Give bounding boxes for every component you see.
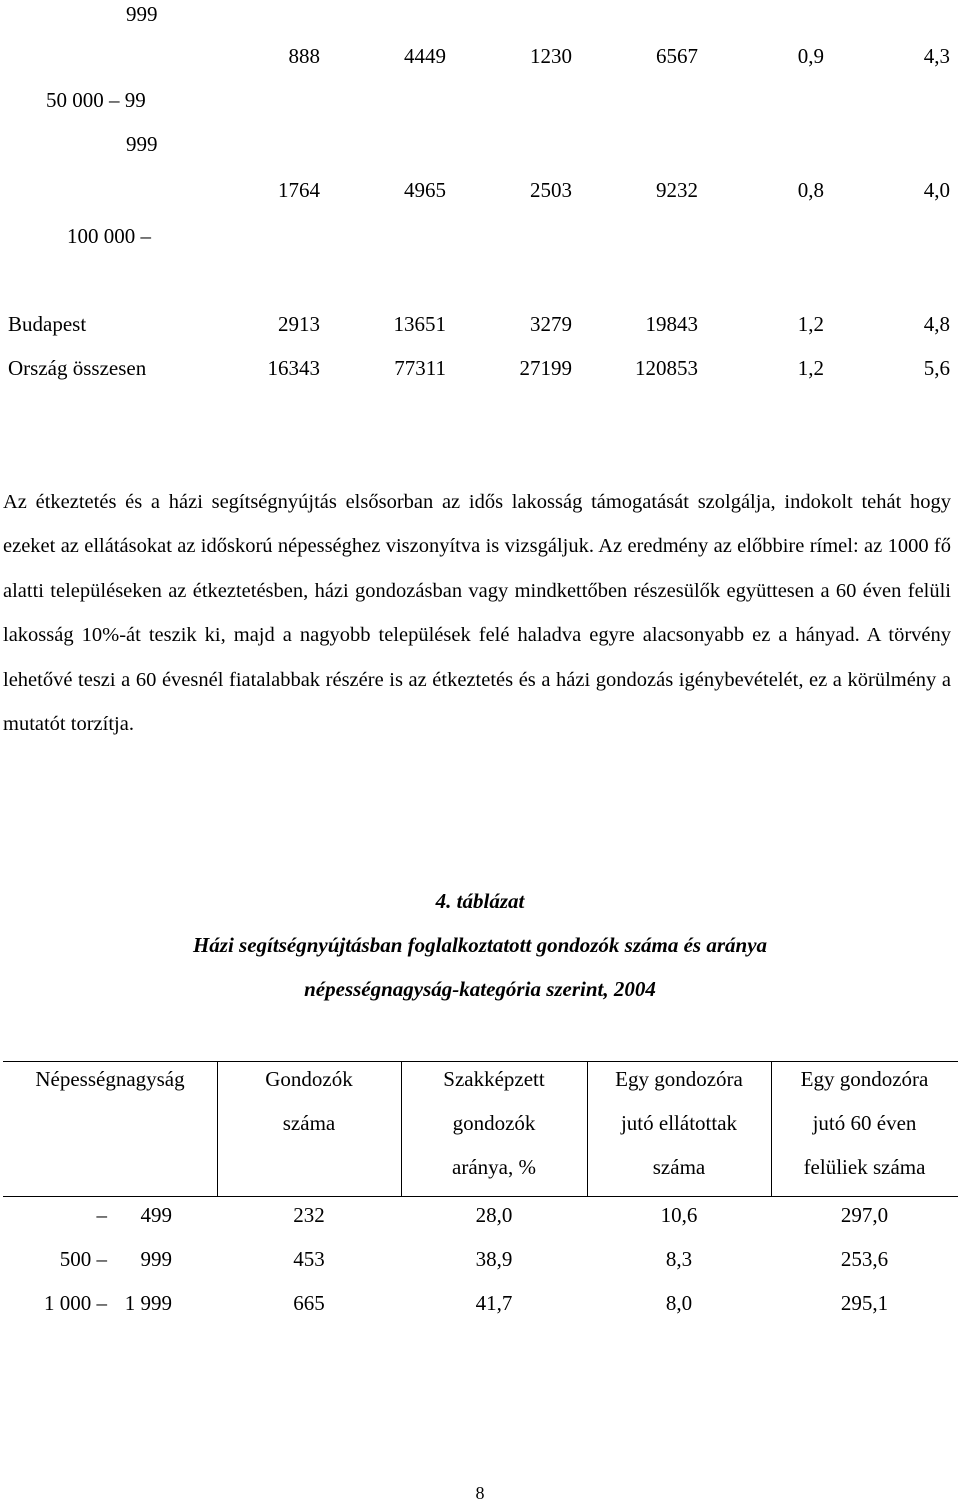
table-cell: 8,3 — [665, 1247, 693, 1271]
paragraph-text: Az étkeztetés és a házi segítségnyújtás elsősorban az idős lakosság támogatását szolgálja, indokolt tehát hogy ezeket az ellátásokat az időskorú népességhez viszonyítva is vizsgáljuk. Az eredmény az előbbire rímel: az 1000 fő alatti településeken az étkeztetésben, házi gondozásban vagy mindkettőben részesülők együttesen a 60 éven felüli lakosság 10%-át teszik ki, majd a nagyobb települések felé haladva egyre alacsonyabb ez a hányad. A törvény lehetővé teszi a 60 évesnél fiatalabbak részére is az étkeztetés és a házi gondozás igénybevételét, ez a körülmény a mutatót torzítja. — [3, 491, 951, 736]
cell: 1230 — [530, 44, 572, 68]
column-header: Népességnagyság — [35, 1067, 185, 1091]
cell: 0,8 — [797, 178, 824, 202]
row-range-to: 499 — [140, 1203, 172, 1227]
cell: 16343 — [267, 356, 320, 380]
column-header: száma — [282, 1111, 336, 1135]
cell: 4,3 — [923, 44, 950, 68]
column-header: Szakképzett — [443, 1067, 545, 1091]
table-caption-title: Házi segítségnyújtásban foglalkoztatott gondozók száma és aránya — [192, 933, 768, 957]
cell: 77311 — [394, 356, 446, 380]
cell: 1,2 — [797, 356, 824, 380]
table-cell: 8,0 — [665, 1291, 693, 1315]
column-header: Gondozók — [265, 1067, 353, 1091]
table-top-rule — [3, 1061, 958, 1062]
table-cell: 253,6 — [840, 1247, 889, 1271]
table-header-rule — [3, 1196, 958, 1197]
cell: 1764 — [278, 178, 320, 202]
table-cell: 453 — [293, 1247, 325, 1271]
cell: 3279 — [530, 312, 572, 336]
table-cell: 28,0 — [475, 1203, 513, 1227]
row-range-to: 999 — [140, 1247, 172, 1271]
column-header: száma — [652, 1155, 706, 1179]
column-header: gondozók — [452, 1111, 536, 1135]
page-number: 8 — [475, 1483, 485, 1503]
row-range-to: 1 999 — [124, 1291, 172, 1315]
column-header: jutó 60 éven — [812, 1111, 917, 1135]
table-cell: 665 — [293, 1291, 325, 1315]
row-label: 50 000 – 99 — [46, 88, 146, 112]
cell: 0,9 — [797, 44, 824, 68]
cell: 6567 — [656, 44, 698, 68]
row-range-from: 1 000 – — [44, 1291, 107, 1315]
body-paragraph — [3, 480, 951, 746]
cell: 13651 — [393, 312, 446, 336]
cell: 4965 — [404, 178, 446, 202]
cell: 2913 — [278, 312, 320, 336]
table-caption-number: 4. táblázat — [435, 889, 525, 913]
cell: 5,6 — [923, 356, 950, 380]
table-caption-title: népességnagyság-kategória szerint, 2004 — [304, 977, 656, 1001]
cell: 2503 — [530, 178, 572, 202]
cell: 19843 — [645, 312, 698, 336]
row-range-from: 500 – — [59, 1247, 107, 1271]
column-header: aránya, % — [452, 1155, 536, 1179]
cell: 4449 — [404, 44, 446, 68]
column-header: felüliek száma — [803, 1155, 926, 1179]
row-label: Budapest — [8, 312, 87, 336]
row-range-from: – — [96, 1203, 107, 1227]
cell: 120853 — [635, 356, 698, 380]
table-cell: 297,0 — [840, 1203, 889, 1227]
row-label: Ország összesen — [8, 356, 147, 380]
cell: 9232 — [656, 178, 698, 202]
table-cell: 232 — [293, 1203, 325, 1227]
cell: 888 — [288, 44, 320, 68]
cell: 27199 — [519, 356, 572, 380]
column-header: jutó ellátottak — [620, 1111, 738, 1135]
row-label: 999 — [126, 132, 158, 156]
row-label: 100 000 – — [67, 224, 151, 248]
cell: 4,8 — [923, 312, 950, 336]
column-header: Egy gondozóra — [800, 1067, 929, 1091]
row-label: 999 — [126, 2, 158, 26]
table-cell: 10,6 — [660, 1203, 698, 1227]
table-cell: 295,1 — [840, 1291, 889, 1315]
table-cell: 38,9 — [475, 1247, 513, 1271]
table-cell: 41,7 — [475, 1291, 513, 1315]
column-header: Egy gondozóra — [615, 1067, 743, 1091]
cell: 4,0 — [923, 178, 950, 202]
cell: 1,2 — [797, 312, 824, 336]
